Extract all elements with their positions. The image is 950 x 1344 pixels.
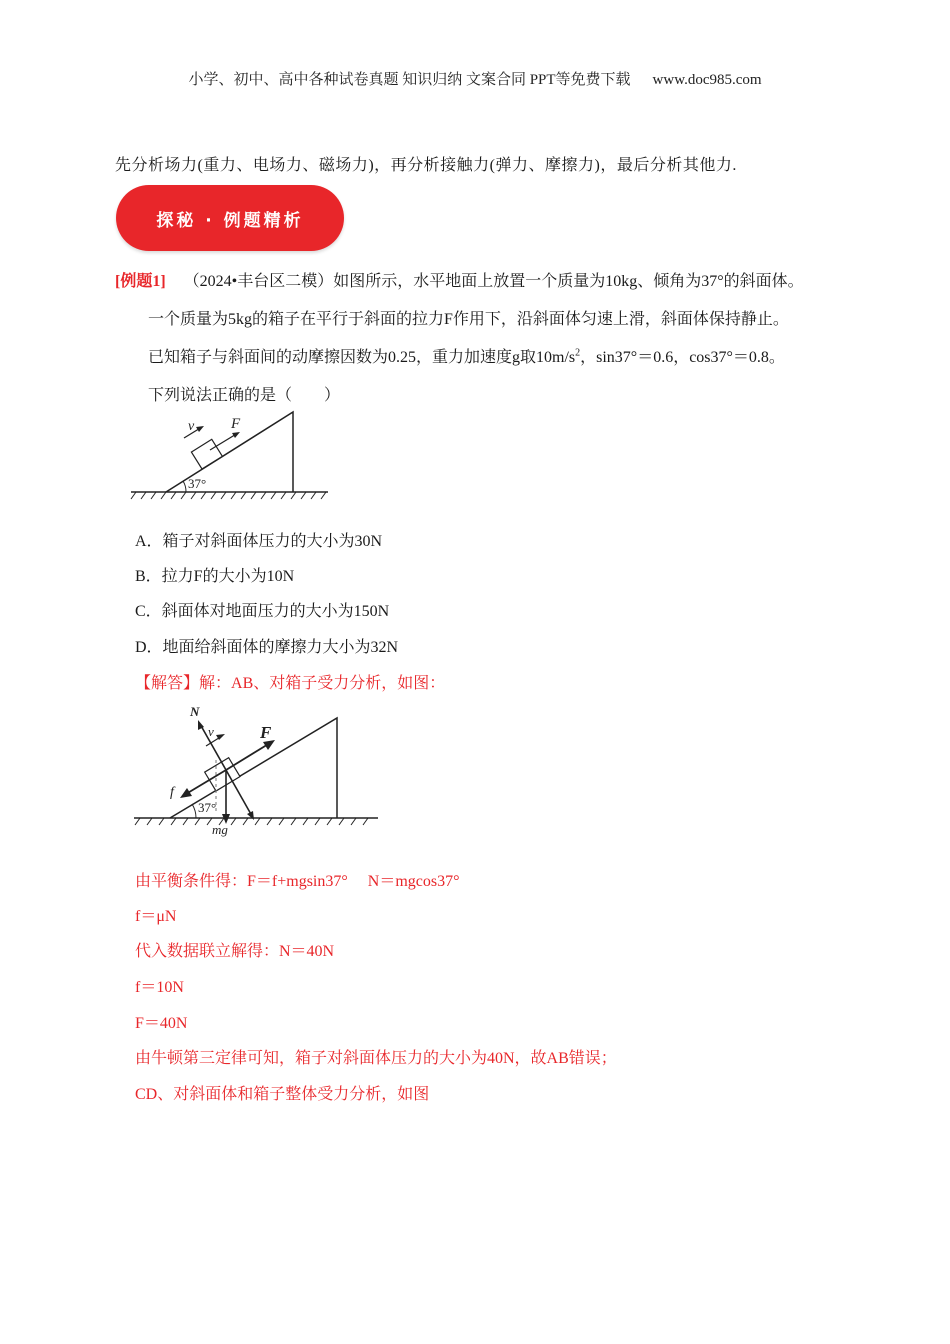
answer-line — [135, 670, 445, 693]
label-N: N — [190, 704, 200, 719]
solution-line-3: 代入数据联立解得：N＝40N — [135, 943, 335, 960]
solution-line-2: f＝μN — [135, 908, 177, 925]
example-text-3b: ，sin37°＝0.6，cos37°＝0.8。 — [580, 349, 785, 366]
page-header — [0, 68, 950, 89]
example-line-1 — [115, 268, 804, 291]
solution-line-1: 由平衡条件得：F＝f+mgsin37° N＝mgcos37° — [135, 873, 460, 890]
solution-line-7: CD、对斜面体和箱子整体受力分析，如图 — [135, 1086, 430, 1103]
example-text-4: 下列说法正确的是（ ） — [148, 387, 341, 404]
label-F: F — [231, 416, 241, 432]
label-f: f — [170, 785, 174, 800]
box — [191, 439, 222, 469]
example-text-3a: 已知箱子与斜面间的动摩擦因数为0.25，重力加速度g取10m/s — [148, 349, 576, 366]
header-site-link[interactable]: www.doc985.com — [652, 72, 762, 88]
option-b: B．拉力F的大小为10N — [135, 568, 295, 585]
example-tag: [例题1] — [115, 273, 166, 290]
label-mg: mg — [212, 822, 228, 837]
header-text: 小学、初中、高中各种试卷真题 知识归纳 文案合同 PPT等免费下载 — [188, 72, 631, 88]
label-v: v — [188, 419, 195, 434]
exponent: 2 — [575, 347, 581, 359]
answer-text: 解：AB、对箱子受力分析，如图： — [199, 675, 446, 692]
label-angle2: 37° — [198, 800, 217, 815]
label-F2: F — [260, 723, 272, 742]
force-diagram — [130, 700, 382, 840]
label-v2: v — [208, 724, 214, 739]
option-d: D．地面给斜面体的摩擦力大小为32N — [135, 639, 399, 656]
incline-figure-1 — [128, 408, 333, 500]
example-source: （2024•丰台区二模） — [183, 273, 334, 290]
example-text-1: 如图所示，水平地面上放置一个质量为10kg、倾角为37°的斜面体。 — [333, 273, 804, 290]
option-a: A．箱子对斜面体压力的大小为30N — [135, 533, 383, 550]
example-line-3 — [148, 344, 785, 367]
solution-line-6: 由牛顿第三定律可知，箱子对斜面体压力的大小为40N，故AB错误； — [135, 1050, 617, 1067]
label-angle: 37° — [188, 476, 207, 491]
solution-line-4: f＝10N — [135, 979, 184, 996]
intro-text: 先分析场力(重力、电场力、磁场力)，再分析接触力(弹力、摩擦力)，最后分析其他力. — [115, 157, 737, 174]
solution-line-5: F＝40N — [135, 1015, 188, 1032]
answer-tag: 【解答】 — [135, 675, 200, 692]
section-banner: 探秘 · 例题精析 — [116, 185, 344, 251]
option-c: C．斜面体对地面压力的大小为150N — [135, 603, 390, 620]
example-text-2: 一个质量为5kg的箱子在平行于斜面的拉力F作用下，沿斜面体匀速上滑，斜面体保持静止。 — [148, 311, 789, 328]
